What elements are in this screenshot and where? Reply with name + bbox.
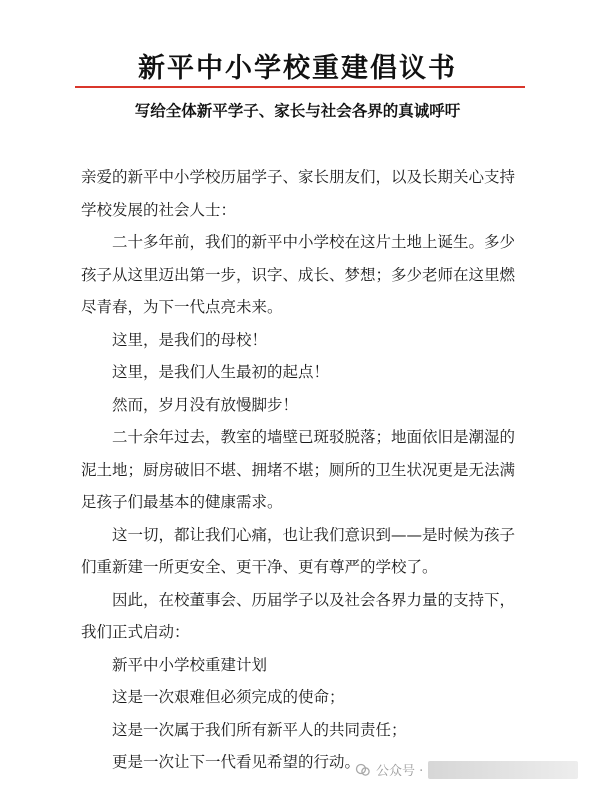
body-paragraph: 然而，岁月没有放慢脚步！ <box>112 395 299 414</box>
body-paragraph: 这里，是我们人生最初的起点！ <box>112 363 330 381</box>
body-paragraph: 这一切，都让我们心痛，也让我们意识到——是时候为孩子们重新建一所更安全、更干净、更有尊严的学校了。 <box>81 525 516 576</box>
body-paragraph: 因此，在校董事会、历届学子以及社会各界力量的支持下，我们正式启动： <box>81 590 516 641</box>
salutation-paragraph: 亲爱的新平中小学校历届学子、家长朋友们，以及长期关心支持学校发展的社会人士： <box>81 168 516 219</box>
document-body <box>81 161 526 779</box>
source-watermark <box>355 760 578 779</box>
title-divider <box>75 86 525 88</box>
wechat-public-account-icon <box>355 762 371 778</box>
body-paragraph: 二十多年前，我们的新平中小学校在这片土地上诞生。多少孩子从这里迈出第一步，识字、成长、梦想；多少老师在这里燃尽青春，为下一代点亮未来。 <box>81 233 516 316</box>
body-paragraph: 这里，是我们的母校！ <box>112 330 268 349</box>
document-subtitle: 写给全体新平学子、家长与社会各界的真诚呼吁 <box>134 102 461 120</box>
body-paragraph: 这是一次属于我们所有新平人的共同责任； <box>112 720 407 739</box>
watermark-blurred-name <box>428 761 578 779</box>
plan-name-paragraph: 新平中小学校重建计划 <box>112 655 268 674</box>
body-paragraph: 二十余年过去，教室的墙壁已斑驳脱落；地面依旧是潮湿的泥土地；厨房破旧不堪、拥堵不堪；厕所的卫生状况更是无法满足孩子们最基本的健康需求。 <box>81 428 516 511</box>
watermark-label: 公众号 · <box>376 764 424 779</box>
body-paragraph: 更是一次让下一代看见希望的行动。 <box>112 753 361 771</box>
document-title: 新平中小学校重建倡议书 <box>138 53 457 84</box>
body-paragraph: 这是一次艰难但必须完成的使命； <box>112 688 345 706</box>
